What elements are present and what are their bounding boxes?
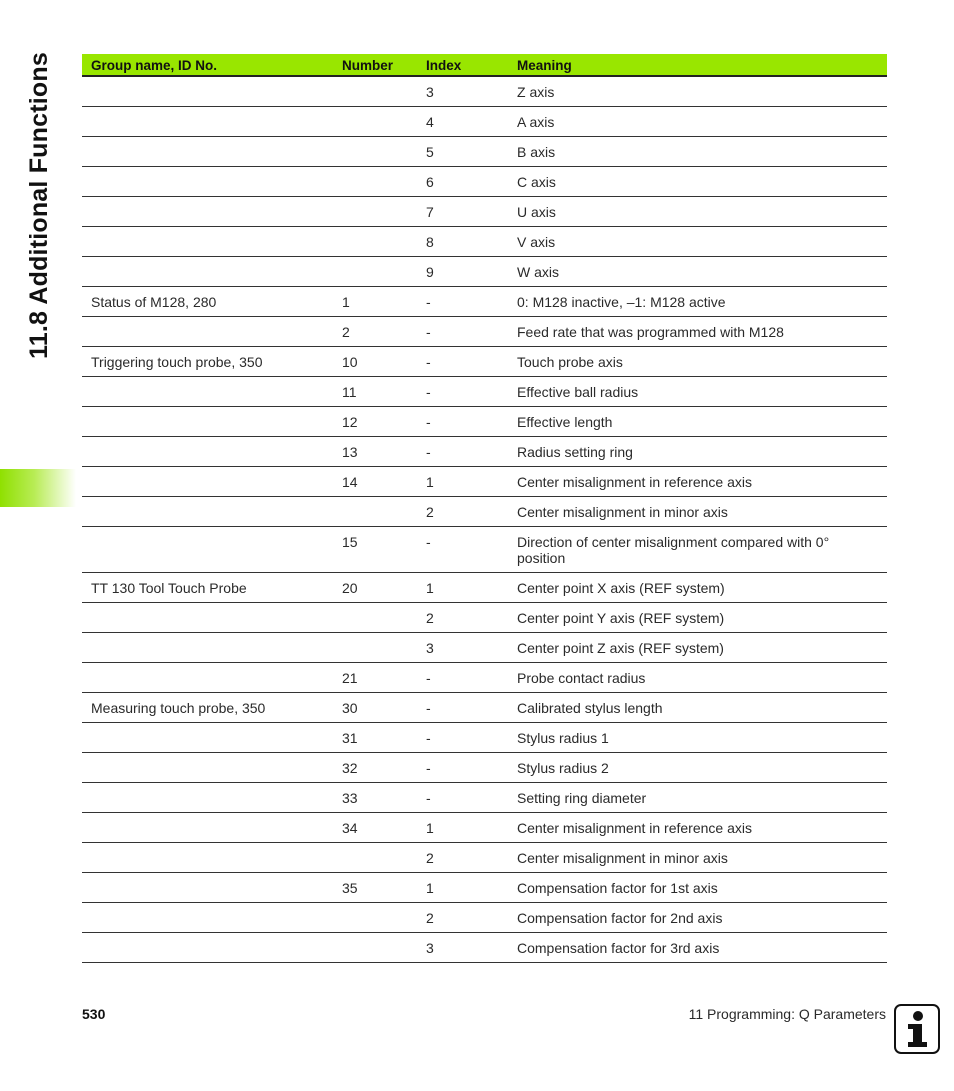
cell-number: 1: [333, 287, 417, 317]
side-section-title: [14, 50, 64, 360]
header-index: Index: [417, 54, 508, 76]
cell-group-name: [82, 723, 333, 753]
table-row: [82, 603, 887, 633]
cell-number: [333, 197, 417, 227]
table-row: [82, 377, 887, 407]
cell-index: -: [417, 377, 508, 407]
cell-index: 5: [417, 137, 508, 167]
cell-index: -: [417, 753, 508, 783]
cell-group-name: Triggering touch probe, 350: [82, 347, 333, 377]
table-row: [82, 933, 887, 963]
cell-meaning: Direction of center misalignment compared with 0° position: [508, 527, 887, 573]
table-row: [82, 497, 887, 527]
cell-number: 30: [333, 693, 417, 723]
table-body: [82, 76, 887, 963]
cell-index: 8: [417, 227, 508, 257]
info-glyph: [902, 1009, 932, 1049]
cell-number: 35: [333, 873, 417, 903]
header-meaning: Meaning: [508, 54, 887, 76]
cell-meaning: 0: M128 inactive, –1: M128 active: [508, 287, 887, 317]
section-title-text: 11.8 Additional Functions: [24, 51, 53, 359]
cell-group-name: [82, 813, 333, 843]
cell-number: 12: [333, 407, 417, 437]
table-row: [82, 633, 887, 663]
cell-index: 3: [417, 76, 508, 107]
table-row: [82, 137, 887, 167]
cell-index: 2: [417, 903, 508, 933]
cell-group-name: [82, 197, 333, 227]
cell-meaning: A axis: [508, 107, 887, 137]
cell-number: 14: [333, 467, 417, 497]
table-row: [82, 257, 887, 287]
cell-meaning: Compensation factor for 2nd axis: [508, 903, 887, 933]
cell-number: [333, 137, 417, 167]
table-row: [82, 723, 887, 753]
cell-meaning: B axis: [508, 137, 887, 167]
cell-number: 13: [333, 437, 417, 467]
cell-number: [333, 257, 417, 287]
cell-group-name: [82, 107, 333, 137]
cell-group-name: [82, 437, 333, 467]
cell-index: 2: [417, 603, 508, 633]
cell-meaning: Setting ring diameter: [508, 783, 887, 813]
table-row: [82, 573, 887, 603]
table-row: [82, 287, 887, 317]
cell-index: -: [417, 347, 508, 377]
table-row: [82, 467, 887, 497]
table-row: [82, 407, 887, 437]
cell-meaning: C axis: [508, 167, 887, 197]
cell-meaning: U axis: [508, 197, 887, 227]
cell-meaning: Compensation factor for 1st axis: [508, 873, 887, 903]
cell-index: 1: [417, 467, 508, 497]
cell-number: [333, 603, 417, 633]
cell-number: 11: [333, 377, 417, 407]
cell-number: [333, 633, 417, 663]
table-row: [82, 437, 887, 467]
cell-group-name: [82, 633, 333, 663]
cell-meaning: Center point X axis (REF system): [508, 573, 887, 603]
cell-number: 15: [333, 527, 417, 573]
cell-group-name: [82, 663, 333, 693]
table-row: [82, 903, 887, 933]
cell-index: -: [417, 437, 508, 467]
table-row: [82, 693, 887, 723]
cell-index: 1: [417, 813, 508, 843]
table-header-row: [82, 54, 887, 76]
cell-group-name: [82, 873, 333, 903]
cell-index: 3: [417, 633, 508, 663]
cell-number: [333, 903, 417, 933]
chapter-footer: 11 Programming: Q Parameters: [688, 1006, 886, 1022]
table-row: [82, 317, 887, 347]
page-number: 530: [82, 1006, 106, 1022]
cell-group-name: [82, 467, 333, 497]
cell-number: 20: [333, 573, 417, 603]
cell-group-name: Measuring touch probe, 350: [82, 693, 333, 723]
cell-meaning: Feed rate that was programmed with M128: [508, 317, 887, 347]
table-row: [82, 107, 887, 137]
table-row: [82, 663, 887, 693]
table-row: [82, 76, 887, 107]
cell-number: [333, 227, 417, 257]
cell-meaning: Radius setting ring: [508, 437, 887, 467]
table-row: [82, 197, 887, 227]
cell-meaning: Effective ball radius: [508, 377, 887, 407]
cell-meaning: Center misalignment in minor axis: [508, 497, 887, 527]
cell-group-name: [82, 603, 333, 633]
cell-index: -: [417, 317, 508, 347]
table-row: [82, 167, 887, 197]
cell-index: 1: [417, 873, 508, 903]
cell-meaning: Stylus radius 2: [508, 753, 887, 783]
table-row: [82, 873, 887, 903]
table-row: [82, 227, 887, 257]
cell-number: 2: [333, 317, 417, 347]
cell-meaning: Center misalignment in reference axis: [508, 467, 887, 497]
cell-meaning: Calibrated stylus length: [508, 693, 887, 723]
cell-group-name: [82, 527, 333, 573]
cell-index: 7: [417, 197, 508, 227]
cell-meaning: Center point Y axis (REF system): [508, 603, 887, 633]
cell-number: 32: [333, 753, 417, 783]
table-row: [82, 813, 887, 843]
cell-number: [333, 167, 417, 197]
cell-meaning: Z axis: [508, 76, 887, 107]
cell-group-name: [82, 76, 333, 107]
cell-number: [333, 76, 417, 107]
cell-number: [333, 497, 417, 527]
cell-index: 2: [417, 497, 508, 527]
cell-group-name: [82, 753, 333, 783]
cell-group-name: [82, 497, 333, 527]
cell-meaning: Compensation factor for 3rd axis: [508, 933, 887, 963]
cell-meaning: W axis: [508, 257, 887, 287]
cell-group-name: [82, 933, 333, 963]
cell-meaning: Center misalignment in minor axis: [508, 843, 887, 873]
cell-meaning: Center point Z axis (REF system): [508, 633, 887, 663]
cell-index: 3: [417, 933, 508, 963]
cell-index: -: [417, 693, 508, 723]
cell-index: -: [417, 783, 508, 813]
table-row: [82, 783, 887, 813]
cell-number: [333, 843, 417, 873]
cell-index: -: [417, 527, 508, 573]
q-parameter-table: [82, 54, 887, 963]
cell-number: 10: [333, 347, 417, 377]
cell-group-name: TT 130 Tool Touch Probe: [82, 573, 333, 603]
cell-group-name: [82, 137, 333, 167]
header-number: Number: [333, 54, 417, 76]
cell-index: 1: [417, 573, 508, 603]
cell-meaning: Effective length: [508, 407, 887, 437]
cell-group-name: [82, 167, 333, 197]
cell-meaning: V axis: [508, 227, 887, 257]
cell-index: -: [417, 663, 508, 693]
cell-index: 6: [417, 167, 508, 197]
cell-meaning: Center misalignment in reference axis: [508, 813, 887, 843]
cell-number: 33: [333, 783, 417, 813]
table-row: [82, 527, 887, 573]
cell-group-name: [82, 377, 333, 407]
cell-index: -: [417, 723, 508, 753]
cell-index: 4: [417, 107, 508, 137]
cell-number: 31: [333, 723, 417, 753]
cell-number: [333, 933, 417, 963]
cell-index: -: [417, 407, 508, 437]
table-row: [82, 843, 887, 873]
header-group-name: Group name, ID No.: [82, 54, 333, 76]
cell-index: 9: [417, 257, 508, 287]
cell-index: -: [417, 287, 508, 317]
cell-group-name: [82, 317, 333, 347]
cell-group-name: [82, 843, 333, 873]
table-row: [82, 347, 887, 377]
cell-group-name: [82, 903, 333, 933]
cell-meaning: Stylus radius 1: [508, 723, 887, 753]
cell-number: 34: [333, 813, 417, 843]
cell-meaning: Touch probe axis: [508, 347, 887, 377]
cell-meaning: Probe contact radius: [508, 663, 887, 693]
table-row: [82, 753, 887, 783]
cell-group-name: [82, 783, 333, 813]
cell-group-name: [82, 407, 333, 437]
cell-index: 2: [417, 843, 508, 873]
cell-group-name: [82, 227, 333, 257]
cell-number: [333, 107, 417, 137]
chapter-tab-marker: [0, 469, 76, 507]
cell-group-name: Status of M128, 280: [82, 287, 333, 317]
cell-group-name: [82, 257, 333, 287]
cell-number: 21: [333, 663, 417, 693]
info-icon: [894, 1004, 940, 1054]
